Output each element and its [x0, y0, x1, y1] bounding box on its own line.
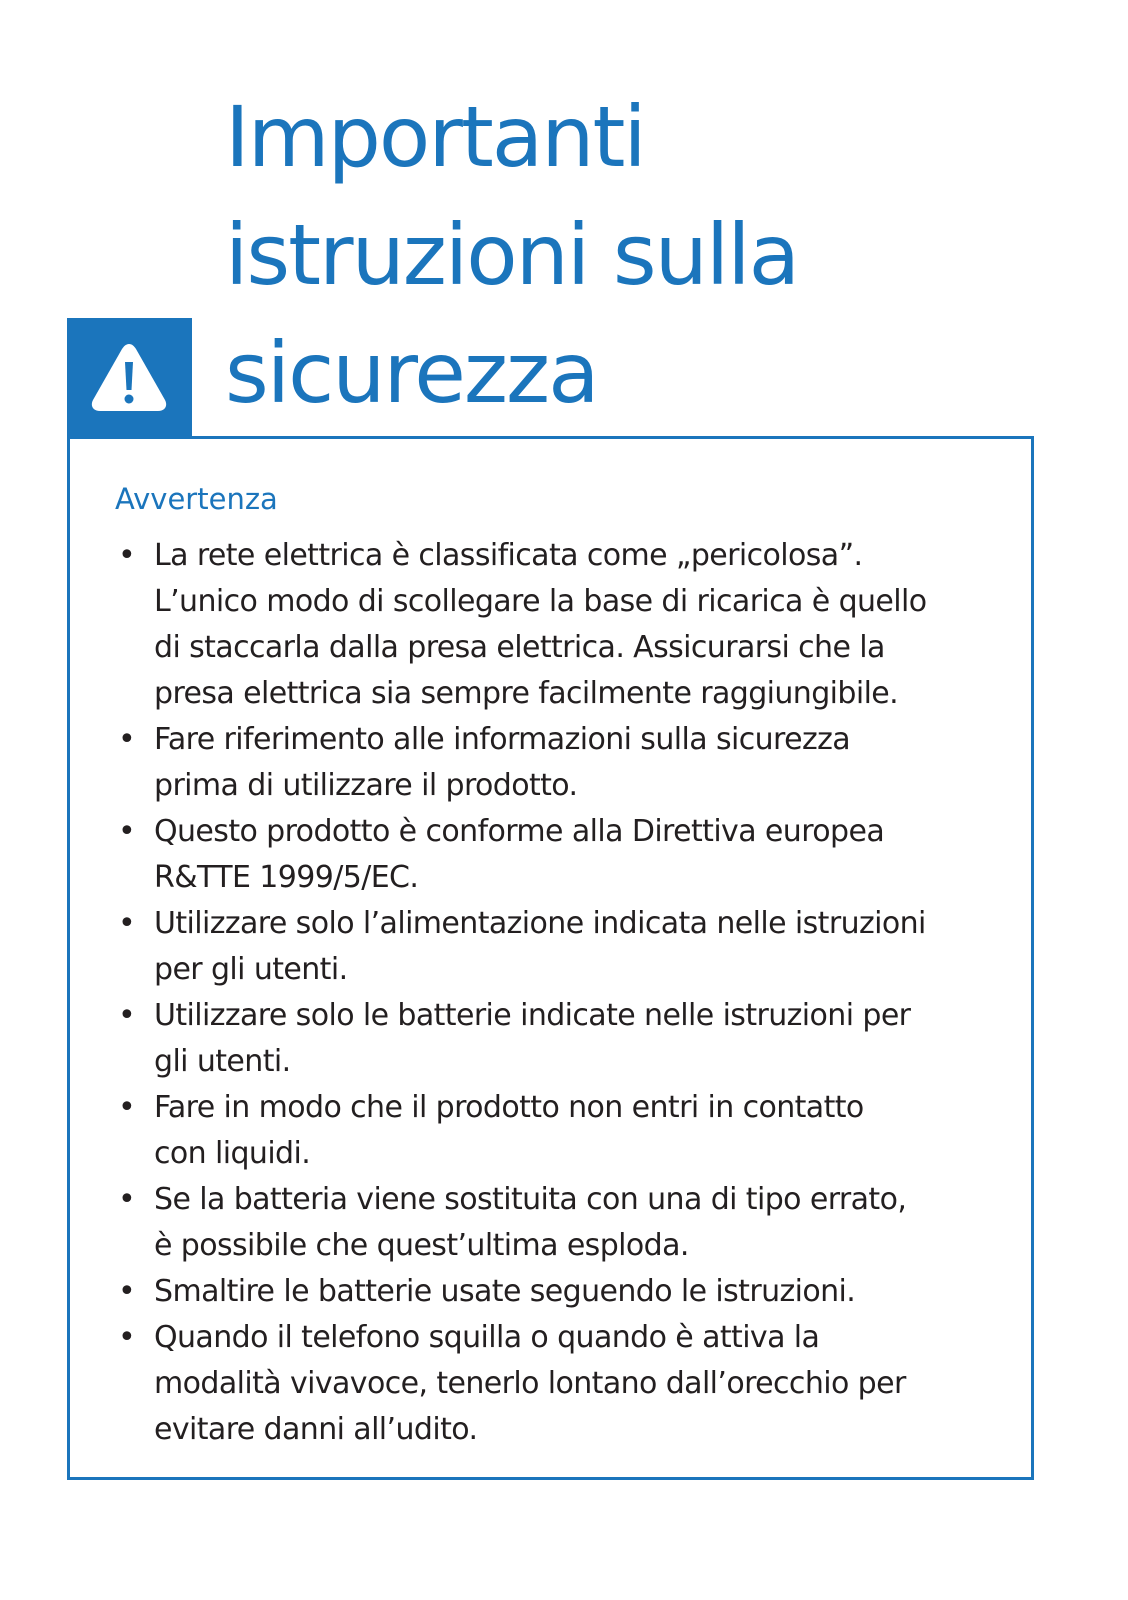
list-item	[115, 809, 1015, 901]
list-item	[115, 1085, 1015, 1177]
bullet-marker: •	[118, 722, 136, 757]
list-item	[115, 533, 1015, 717]
list-item-line: Utilizzare solo le batterie indicate nelle istruzioni per	[154, 998, 911, 1033]
list-item-line: prima di utilizzare il prodotto.	[154, 768, 578, 803]
list-item-line: Utilizzare solo l’alimentazione indicata nelle istruzioni	[154, 906, 926, 941]
list-item-line: con liquidi.	[154, 1136, 311, 1171]
list-item-line: è possibile che quest’ultima esploda.	[154, 1228, 689, 1263]
list-item-line: gli utenti.	[154, 1044, 291, 1079]
bullet-marker: •	[118, 998, 136, 1033]
list-item-line: Fare riferimento alle informazioni sulla sicurezza	[154, 722, 851, 757]
title-line: sicurezza	[225, 324, 598, 422]
list-item	[115, 1269, 1015, 1315]
list-item-line: di staccarla dalla presa elettrica. Assicurarsi che la	[154, 630, 885, 665]
list-item	[115, 717, 1015, 809]
title-line: Importanti	[225, 88, 645, 186]
section-heading: Avvertenza	[115, 482, 278, 516]
list-item	[115, 901, 1015, 993]
list-item-line: presa elettrica sia sempre facilmente raggiungibile.	[154, 676, 899, 711]
list-item	[115, 1315, 1015, 1453]
list-item-line: Quando il telefono squilla o quando è attiva la	[154, 1320, 820, 1355]
list-item-line: L’unico modo di scollegare la base di ricarica è quello	[154, 584, 927, 619]
list-item-line: R&TTE 1999/5/EC.	[154, 860, 419, 895]
list-item-line: Se la batteria viene sostituita con una di tipo errato,	[154, 1182, 907, 1217]
title-line: istruzioni sulla	[225, 206, 799, 304]
bullet-marker: •	[118, 906, 136, 941]
list-item-line: La rete elettrica è classificata come „pericolosa”.	[154, 538, 863, 573]
bullet-marker: •	[118, 814, 136, 849]
warning-triangle-icon	[89, 338, 169, 416]
list-item-line: Fare in modo che il prodotto non entri in contatto	[154, 1090, 864, 1125]
list-item-line: evitare danni all’udito.	[154, 1412, 478, 1447]
bullet-marker: •	[118, 1090, 136, 1125]
list-item	[115, 1177, 1015, 1269]
warning-list	[115, 533, 1015, 1453]
list-item	[115, 993, 1015, 1085]
list-item-line: per gli utenti.	[154, 952, 348, 987]
list-item-line: modalità vivavoce, tenerlo lontano dall’orecchio per	[154, 1366, 906, 1401]
list-item-line: Questo prodotto è conforme alla Direttiva europea	[154, 814, 885, 849]
warning-badge	[67, 318, 192, 438]
page-title	[225, 78, 798, 432]
bullet-marker: •	[118, 1182, 136, 1217]
warning-panel	[67, 436, 1034, 1480]
bullet-marker: •	[118, 538, 136, 573]
list-item-line: Smaltire le batterie usate seguendo le istruzioni.	[154, 1274, 856, 1309]
bullet-marker: •	[118, 1320, 136, 1355]
bullet-marker: •	[118, 1274, 136, 1309]
